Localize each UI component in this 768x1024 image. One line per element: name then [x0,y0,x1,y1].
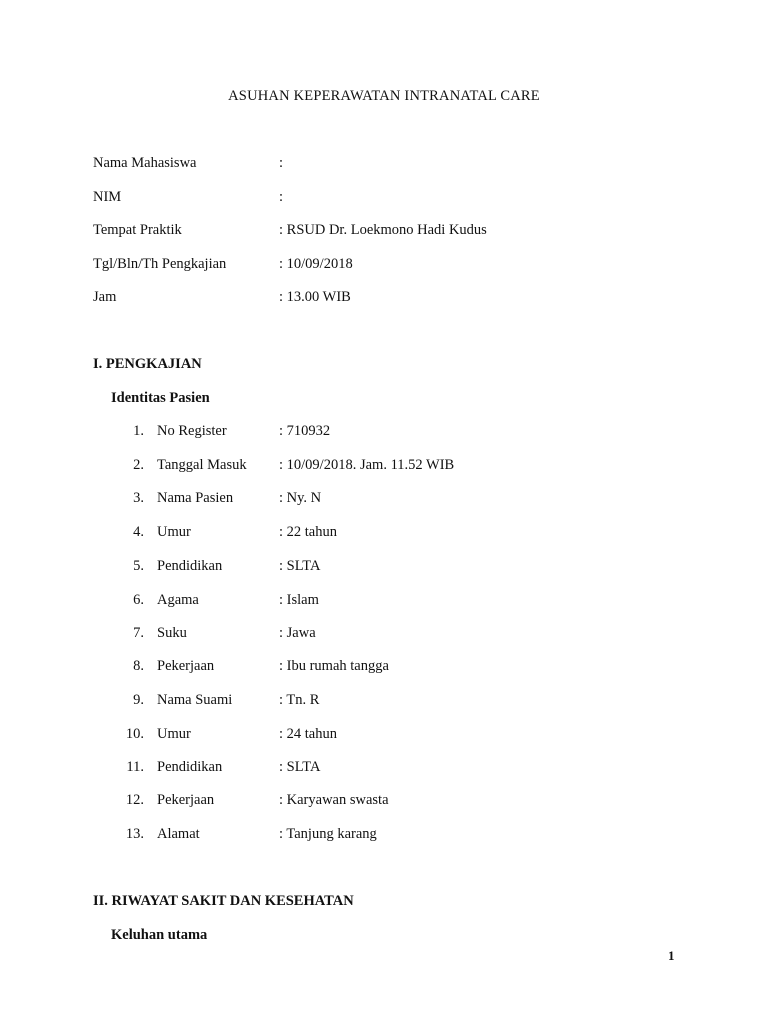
item-value: : Tanjung karang [279,826,377,842]
item-number: 10. [125,726,144,742]
item-number: 12. [125,792,144,808]
item-number: 11. [126,759,144,775]
page-number: 1 [668,948,675,963]
item-number: 1. [133,423,144,439]
item-number: 4. [133,524,144,540]
field-value: : 10/09/2018 [279,256,353,272]
field-label: Nama Mahasiswa [93,155,197,171]
item-label: Nama Suami [157,692,233,708]
item-label: Umur [157,524,191,540]
document-title: ASUHAN KEPERAWATAN INTRANATAL CARE [228,88,540,104]
section-heading-pengkajian: I. PENGKAJIAN [93,356,202,372]
subsection-identitas-pasien: Identitas Pasien [111,390,210,406]
item-value: : Ny. N [279,490,322,506]
field-label: Tempat Praktik [93,222,182,238]
section-heading-riwayat: II. RIWAYAT SAKIT DAN KESEHATAN [93,893,354,909]
item-value: : 24 tahun [279,726,337,742]
item-number: 8. [133,658,144,674]
item-number: 6. [133,592,144,608]
item-label: No Register [157,423,227,439]
item-number: 5. [133,558,144,574]
field-value: : [279,189,284,205]
item-label: Umur [157,726,191,742]
item-label: Pekerjaan [157,658,215,674]
item-number: 7. [133,625,144,641]
item-label: Alamat [157,826,200,842]
field-value: : RSUD Dr. Loekmono Hadi Kudus [279,222,487,238]
field-label: NIM [93,189,122,205]
item-label: Suku [157,625,187,641]
item-label: Agama [157,592,199,608]
item-value: : Ibu rumah tangga [279,658,389,674]
item-value: : SLTA [279,558,321,574]
item-value: : 710932 [279,423,331,439]
item-value: : Karyawan swasta [279,792,389,808]
item-value: : Jawa [279,625,316,641]
subsection-keluhan-utama: Keluhan utama [111,927,208,943]
field-label: Jam [93,289,117,305]
item-value: : SLTA [279,759,321,775]
item-value: : 22 tahun [279,524,337,540]
field-value: : [279,155,284,171]
field-value: : 13.00 WIB [279,289,351,305]
field-label: Tgl/Bln/Th Pengkajian [93,256,227,272]
item-label: Tanggal Masuk [157,457,247,473]
item-number: 13. [125,826,144,842]
item-number: 2. [133,457,144,473]
item-label: Nama Pasien [157,490,234,506]
item-value: : Islam [279,592,319,608]
item-label: Pekerjaan [157,792,215,808]
item-label: Pendidikan [157,759,223,775]
item-label: Pendidikan [157,558,223,574]
item-number: 9. [133,692,144,708]
item-number: 3. [133,490,144,506]
item-value: : 10/09/2018. Jam. 11.52 WIB [279,457,455,473]
item-value: : Tn. R [279,692,320,708]
